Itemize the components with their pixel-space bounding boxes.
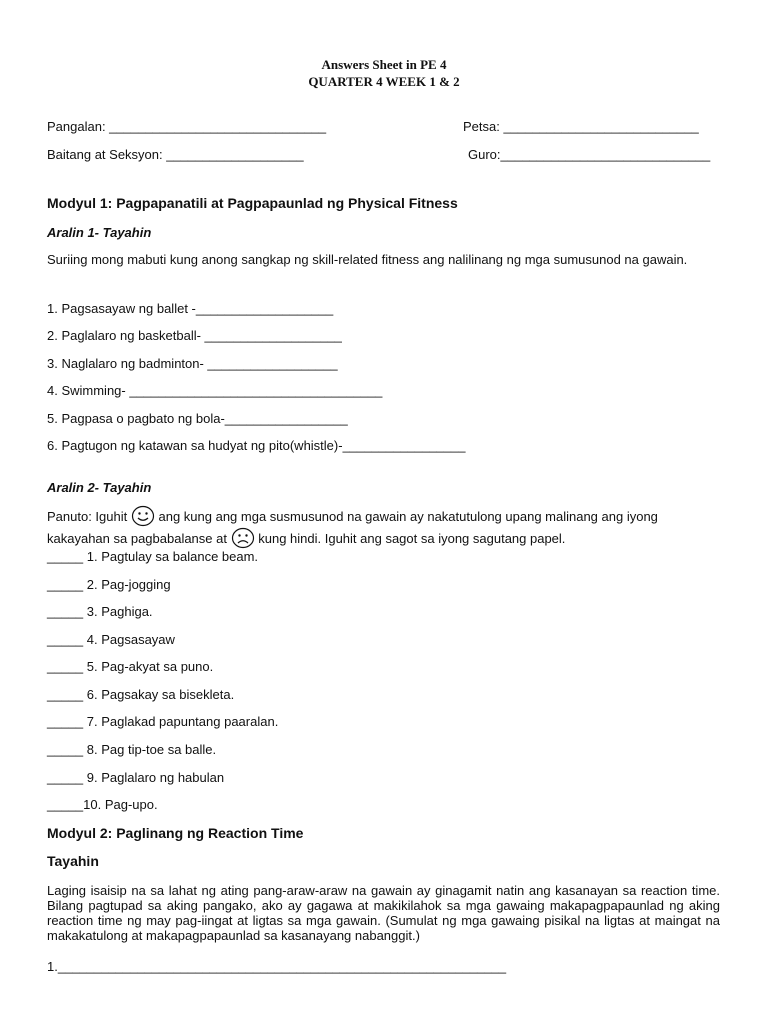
list-item: 4. Swimming- ___________________________________ [47,383,383,398]
list-item: _____10. Pag-upo. [47,797,158,812]
teacher-field: Guro:_____________________________ [468,147,711,162]
instruction-text: kung hindi. Iguhit ang sagot sa iyong sagutang papel. [258,531,566,546]
list-item: 3. Naglalaro ng badminton- __________________ [47,356,338,371]
module2-title: Modyul 2: Paglinang ng Reaction Time [47,825,304,841]
list-item: 6. Pagtugon ng katawan sa hudyat ng pito(whistle)-_________________ [47,438,466,453]
module1-title: Modyul 1: Pagpapanatili at Pagpapaunlad ng Physical Fitness [47,195,458,211]
name-field: Pangalan: ______________________________ [47,119,327,134]
sheet-title: Answers Sheet in PE 4 [321,57,447,72]
instruction-text: Panuto: Iguhit [47,509,128,524]
lesson2-instruction [47,505,720,549]
list-item: _____ 9. Paglalaro ng habulan [47,770,225,785]
sad-face-icon [231,527,255,549]
list-item: 1. Pagsasayaw ng ballet -___________________ [47,301,334,316]
lesson2-title: Aralin 2- Tayahin [47,480,152,495]
list-item: _____ 1. Pagtulay sa balance beam. [47,549,259,564]
list-item: _____ 5. Pag-akyat sa puno. [47,659,214,674]
grade-section-field: Baitang at Seksyon: ___________________ [47,147,304,162]
list-item: 5. Pagpasa o pagbato ng bola-_________________ [47,411,348,426]
sheet-subtitle: QUARTER 4 WEEK 1 & 2 [308,74,460,89]
instruction-text: ang kung ang mga susmusunod na gawain ay nakatutulong upang malinang ang iyong [158,509,658,524]
instruction-text: kakayahan sa pagbabalanse at [47,531,227,546]
lesson1-title: Aralin 1- Tayahin [47,225,152,240]
smiley-face-icon [131,505,155,527]
module2-subtitle: Tayahin [47,853,99,869]
list-item: _____ 7. Paglakad papuntang paaralan. [47,714,279,729]
list-item: _____ 3. Paghiga. [47,604,153,619]
list-item: 2. Paglalaro ng basketball- ___________________ [47,328,342,343]
list-item: _____ 4. Pagsasayaw [47,632,175,647]
list-item: _____ 2. Pag-jogging [47,577,171,592]
lesson1-instruction: Suriing mong mabuti kung anong sangkap ng skill-related fitness ang nalilinang ng mga sumusunod na gawain. [47,252,688,267]
list-item: _____ 6. Pagsakay sa bisekleta. [47,687,235,702]
date-field: Petsa: ___________________________ [463,119,699,134]
module2-paragraph: Laging isaisip na sa lahat ng ating pang-araw-araw na gawain ay ginagamit natin ang kasanayan sa reaction time. Bilang pagtupad sa aking pangako, ako ay gagawa at makikilahok sa mga gawaing makapagpapaunlad ng aking reaction time ng may pag-iingat at ligtas sa mga gawain. (Sumulat ng mga gawaing pisikal na ligtas at maingat na makakatulong at makapagpapaunlad sa kasanayang nabanggit.) [47,883,720,943]
list-item: _____ 8. Pag tip-toe sa balle. [47,742,217,757]
answer-line: 1.______________________________________________________________ [47,959,507,974]
